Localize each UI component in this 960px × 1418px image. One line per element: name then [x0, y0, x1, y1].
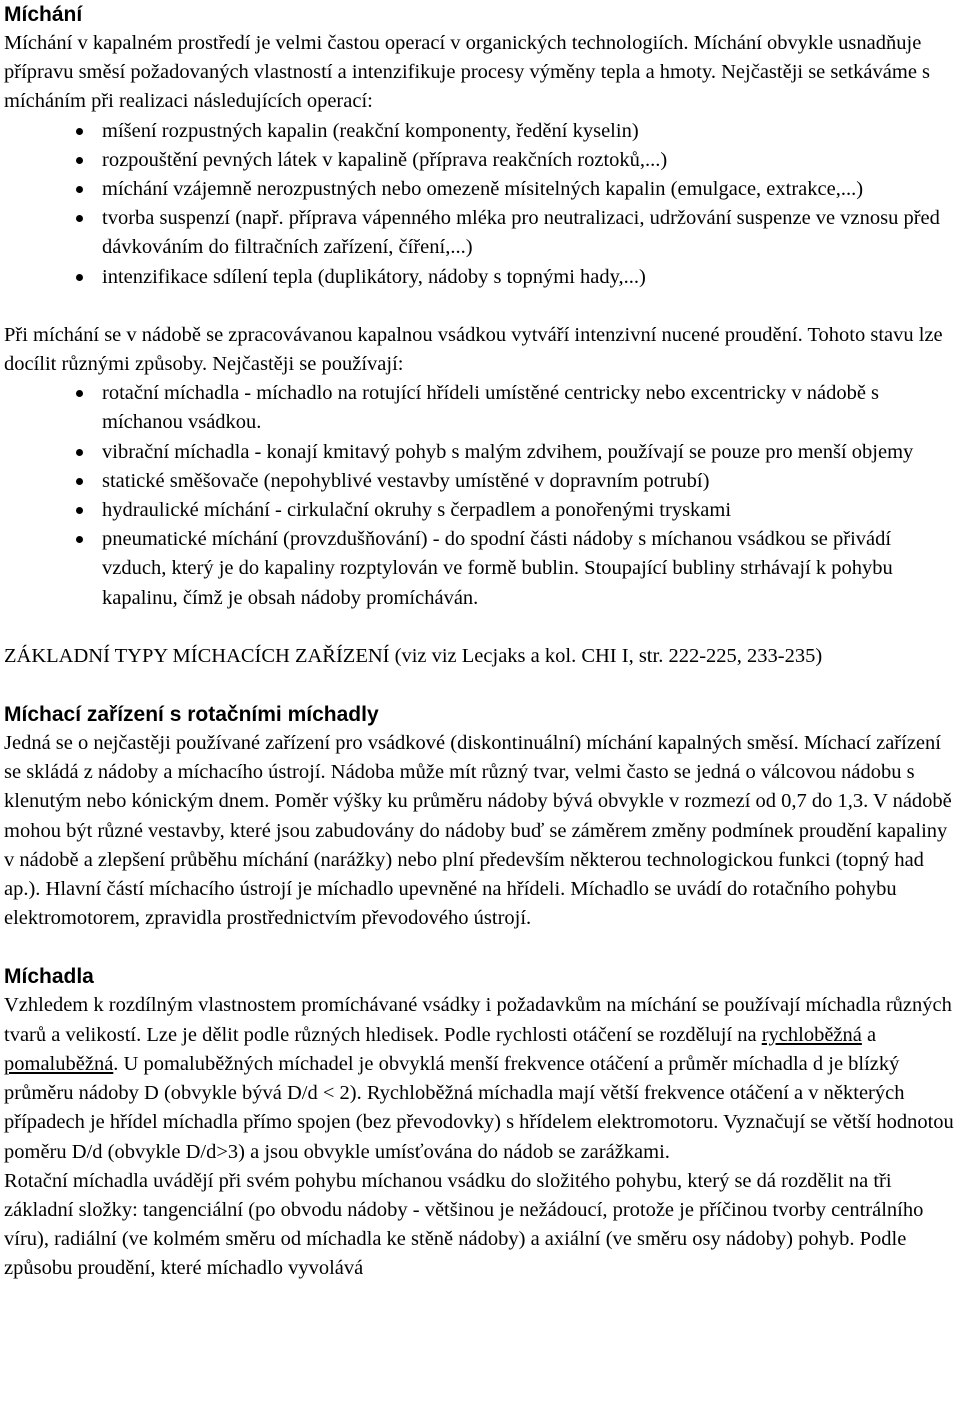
list-item: míchání vzájemně nerozpustných nebo omezeně mísitelných kapalin (emulgace, extrakce,...) — [102, 175, 956, 204]
spacer — [4, 933, 956, 962]
text-run: a — [861, 1023, 877, 1046]
intro-paragraph: Míchání v kapalném prostředí je velmi častou operací v organických technologiích. Míchání obvykle usnadňuje přípravu směsí požadovaných vlastností a intenzifikuje procesy výměny tepla a hmoty. Nejčastěji se setkáváme s mícháním při realizaci následujících operací: — [4, 32, 931, 113]
flow-components-paragraph: Rotační míchadla uvádějí při svém pohybu míchanou vsádku do složitého pohybu, který se dá rozdělit na tři základní složky: tangenciální (po obvodu nádoby - většinou je nežádoucí, protože je příčinou tvorby centrálního víru), radiální (ve kolmém směru od míchadla ke stěně nádoby) a axiální (ve směru osy nádoby) pohyb. Podle způsobu proudění, které míchadlo vyvolává — [4, 1169, 924, 1280]
list-item: tvorba suspenzí (např. příprava vápenného mléka pro neutralizaci, udržování suspenze ve vznosu před dávkováním do filtračních zařízení, číření,...) — [102, 204, 956, 262]
term-rychlobezna: rychloběžná — [761, 1023, 862, 1046]
text-run: Vzhledem k rozdílným vlastnostem promíchávané vsádky i požadavkům na míchání se používají míchadla různých tvarů a velikostí. Lze je dělit podle různých hledisek. Podle rychlosti otáčení se rozdělují na — [4, 994, 952, 1046]
spacer — [4, 671, 956, 700]
rotary-mixer-paragraph: Jedná se o nejčastěji používané zařízení pro vsádkové (diskontinuální) míchání kapalných směsí. Míchací zařízení se skládá z nádoby a míchacího ústrojí. Nádoba může mít různý tvar, velmi často se jedná o válcovou nádobu s klenutým nebo kónickým dnem. Poměr výšky ku průměru nádoby bývá obvykle v rozmezí od 0,7 do 1,3. V nádobě mohou být různé vestavby, které jsou zabudovány do nádoby buď se záměrem změny podmínek proudění kapaliny v nádobě a zlepšení průběhu míchání (narážky) nebo plní především některou technologickou funkci (topný had ap.). Hlavní částí míchacího ústrojí je míchadlo upevněné na hřídeli. Míchadlo se uvádí do rotačního pohybu elektromotorem, zpravidla prostřednictvím převodového ústrojí. — [4, 732, 952, 930]
section-heading-michadla: Míchadla — [4, 965, 94, 989]
section-heading-michani: Míchání — [4, 3, 83, 26]
section-heading-michaci-zarizeni: Míchací zařízení s rotačními míchadly — [4, 703, 379, 727]
list-item: hydraulické míchání - cirkulační okruhy s čerpadlem a ponořenými tryskami — [102, 496, 956, 525]
term-pomalubezna: pomaluběžná — [4, 1052, 114, 1075]
list-item: intenzifikace sdílení tepla (duplikátory, nádoby s topnými hady,...) — [102, 263, 956, 292]
list-item: rozpouštění pevných látek v kapalině (příprava reakčních roztoků,...) — [102, 146, 956, 175]
impellers-paragraph — [4, 991, 956, 1166]
list-item: rotační míchadla - míchadlo na rotující hřídeli umístěné centricky nebo excentricky v nádobě s míchanou vsádkou. — [102, 379, 956, 437]
operations-list — [4, 117, 956, 292]
methods-paragraph: Při míchání se v nádobě se zpracovávanou kapalnou vsádkou vytváří intenzivní nucené proudění. Tohoto stavu lze docílit různými způsoby. Nejčastěji se používají: — [4, 323, 943, 376]
list-item: pneumatické míchání (provzdušňování) - do spodní části nádoby s míchanou vsádkou se přivádí vzduch, který je do kapaliny rozptylován ve formě bublin. Stoupající bubliny strhávají k pohybu kapalinu, čímž je obsah nádoby promícháván. — [102, 525, 956, 613]
section-heading-zakladni-typy: ZÁKLADNÍ TYPY MÍCHACÍCH ZAŘÍZENÍ (viz viz Lecjaks a kol. CHI I, str. 222-225, 233-235) — [4, 644, 823, 667]
spacer — [4, 613, 956, 642]
list-item: míšení rozpustných kapalin (reakční komponenty, ředění kyselin) — [102, 117, 956, 146]
spacer — [4, 292, 956, 321]
text-run: . U pomaluběžných míchadel je obvyklá menší frekvence otáčení a průměr míchadla d je blízký průměru nádoby D (obvykle bývá D/d < 2). Rychloběžná míchadla mají větší frekvence otáčení a v některých případech je hřídel míchadla přímo spojen (bez převodovky) s hřídelem elektromotoru. Vyznačují se větší hodnotou poměru D/d (obvykle D/d>3) a jsou obvykle umísťována do nádob se zarážkami. — [4, 1052, 954, 1163]
methods-list — [4, 379, 956, 613]
list-item: statické směšovače (nepohyblivé vestavby umístěné v dopravním potrubí) — [102, 467, 956, 496]
list-item: vibrační míchadla - konají kmitavý pohyb s malým zdvihem, používají se pouze pro menší objemy — [102, 438, 956, 467]
